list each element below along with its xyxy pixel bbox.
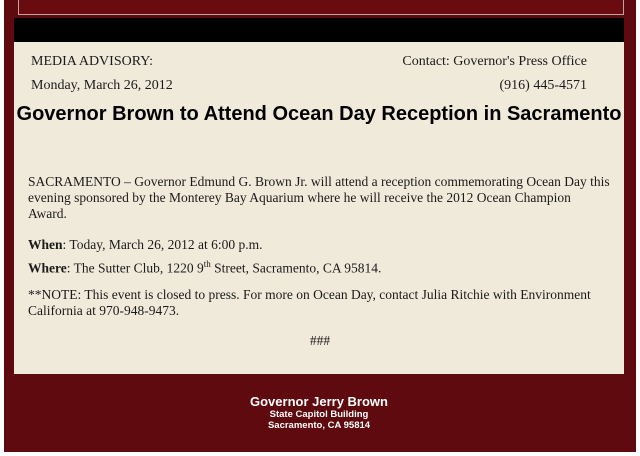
where-value-superscript: th bbox=[203, 259, 211, 269]
when-label: When bbox=[28, 237, 63, 252]
top-banner-band bbox=[18, 0, 624, 15]
where-label: Where bbox=[28, 260, 67, 276]
header-black-bar bbox=[14, 18, 624, 42]
footer bbox=[14, 394, 624, 431]
footer-address-line2: Sacramento, CA 95814 bbox=[267, 420, 371, 431]
page-title: Governor Brown to Attend Ocean Day Reception in Sacramento bbox=[16, 103, 622, 125]
when-value: : Today, March 26, 2012 at 6:00 p.m. bbox=[62, 237, 263, 252]
lead-paragraph: SACRAMENTO – Governor Edmund G. Brown Jr. will attend a reception commemorating Ocean Day this evening sponsored by the Monterey Bay Aquarium where he will receive the 2012 Ocean Champion Award. bbox=[28, 174, 610, 221]
footer-name: Governor Jerry Brown bbox=[250, 394, 388, 409]
where-value-start: : The Sutter Club, 1220 9 bbox=[66, 260, 204, 276]
contact-phone: (916) 445-4571 bbox=[499, 78, 587, 93]
footer-address-line1: State Capitol Building bbox=[269, 409, 369, 420]
contact-line: Contact: Governor's Press Office bbox=[402, 54, 587, 69]
note-paragraph: **NOTE: This event is closed to press. For more on Ocean Day, contact Julia Ritchie with Environment California at 970-948-9473. bbox=[28, 287, 591, 318]
when-line bbox=[28, 237, 612, 253]
advisory-label: MEDIA ADVISORY: bbox=[31, 54, 154, 69]
where-line bbox=[28, 256, 612, 277]
advisory-date: Monday, March 26, 2012 bbox=[31, 78, 173, 93]
end-mark: ### bbox=[309, 333, 331, 348]
where-value-end: Street, Sacramento, CA 95814. bbox=[210, 260, 382, 276]
